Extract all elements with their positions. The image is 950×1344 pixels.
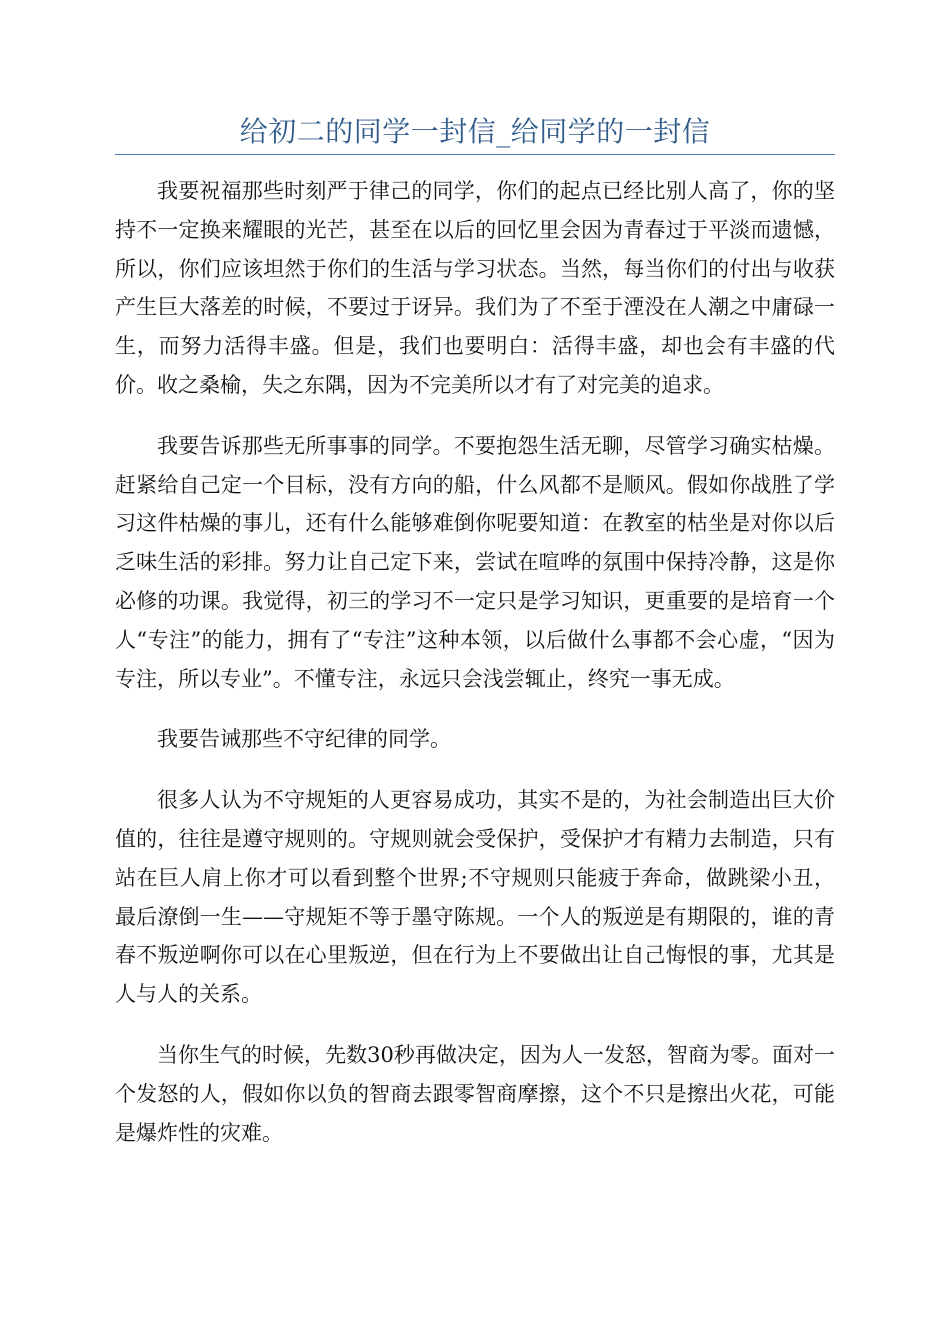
document-body <box>115 172 835 1174</box>
paragraph-rules: 很多人认为不守规矩的人更容易成功，其实不是的，为社会制造出巨大价值的，往往是遵守规则的。守规则就会受保护，受保护才有精力去制造，只有站在巨人肩上你才可以看到整个世界;不守规则只能疲于奔命，做跳梁小丑，最后潦倒一生——守规矩不等于墨守陈规。一个人的叛逆是有期限的，谁的青春不叛逆啊你可以在心里叛逆，但在行为上不要做出让自己悔恨的事，尤其是人与人的关系。 <box>115 788 835 1007</box>
document-title: 给初二的同学一封信_给同学的一封信 <box>239 115 711 148</box>
title-underline <box>115 154 835 155</box>
paragraph-warning-heading: 我要告诫那些不守纪律的同学。 <box>157 727 451 752</box>
paragraph-advice-idle: 我要告诉那些无所事事的同学。不要抱怨生活无聊，尽管学习确实枯燥。赶紧给自己定一个目标，没有方向的船，什么风都不是顺风。假如你战胜了学习这件枯燥的事儿，还有什么能够难倒你呢要知道：在教室的枯坐是对你以后乏味生活的彩排。努力让自己定下来，尝试在喧哗的氛围中保持冷静，这是你必修的功课。我觉得，初三的学习不一定只是学习知识，更重要的是培育一个人“专注”的能力，拥有了“专注”这种本领，以后做什么事都不会心虚，“因为专注，所以专业”。不懂专注，永远只会浅尝辄止，终究一事无成。 <box>115 433 835 691</box>
paragraph-anger: 当你生气的时候，先数30秒再做决定，因为人一发怒，智商为零。面对一个发怒的人，假如你以负的智商去跟零智商摩擦，这个不只是擦出火花，可能是爆炸性的灾难。 <box>115 1042 835 1145</box>
paragraph-blessing: 我要祝福那些时刻严于律己的同学，你们的起点已经比别人高了，你的坚持不一定换来耀眼的光芒，甚至在以后的回忆里会因为青春过于平淡而遗憾，所以，你们应该坦然于你们的生活与学习状态。当然，每当你们的付出与收获产生巨大落差的时候，不要过于讶异。我们为了不至于湮没在人潮之中庸碌一生，而努力活得丰盛。但是，我们也要明白：活得丰盛，却也会有丰盛的代价。收之桑榆，失之东隅，因为不完美所以才有了对完美的追求。 <box>115 179 835 397</box>
